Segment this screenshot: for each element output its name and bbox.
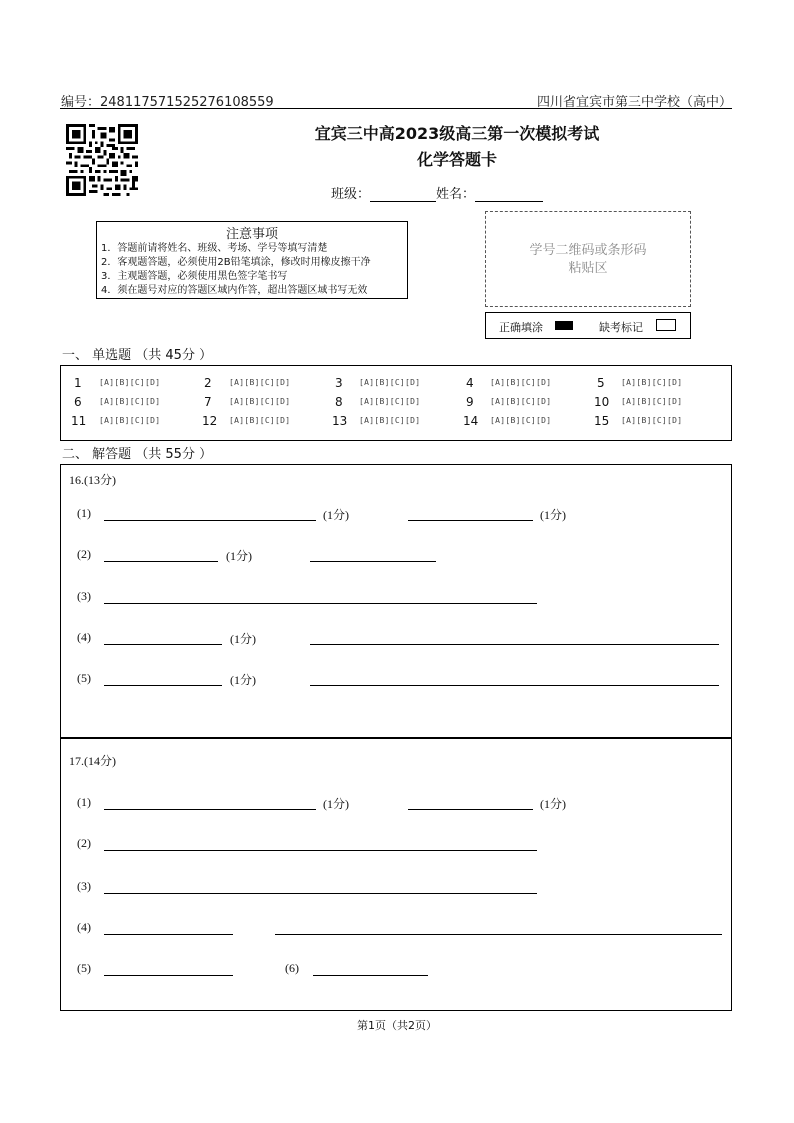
question-number: 8 xyxy=(335,395,343,409)
part-label: (5) xyxy=(77,671,91,685)
option-bubbles[interactable]: [A][B][C][D] xyxy=(490,397,552,406)
score-label: (1分) xyxy=(226,549,252,563)
answer-line[interactable] xyxy=(104,975,233,976)
paste-area-sublabel: 粘贴区 xyxy=(568,261,608,276)
correct-fill-label: 正确填涂 xyxy=(499,321,543,334)
answer-line[interactable] xyxy=(408,809,533,810)
notice-box xyxy=(96,221,408,299)
answer-line[interactable] xyxy=(104,893,537,894)
question-number: 13 xyxy=(332,414,348,428)
option-bubbles[interactable]: [A][B][C][D] xyxy=(621,378,683,387)
option-bubbles[interactable]: [A][B][C][D] xyxy=(229,378,291,387)
question-17-box xyxy=(60,737,732,1011)
part-label: (4) xyxy=(77,630,91,644)
option-bubbles[interactable]: [A][B][C][D] xyxy=(99,416,161,425)
question-number: 4 xyxy=(466,376,474,390)
answer-line[interactable] xyxy=(408,520,533,521)
answer-line[interactable] xyxy=(104,561,218,562)
option-bubbles[interactable]: [A][B][C][D] xyxy=(359,397,421,406)
answer-line[interactable] xyxy=(104,934,233,935)
notice-item: 1．答题前请将姓名、班级、考场、学号等填写清楚 xyxy=(101,243,328,254)
answer-line[interactable] xyxy=(104,685,222,686)
absent-mark-label: 缺考标记 xyxy=(599,321,643,334)
name-field[interactable] xyxy=(475,187,543,202)
answer-line[interactable] xyxy=(310,685,719,686)
notice-item: 3．主观题答题，必须使用黑色签字笔书写 xyxy=(101,271,288,282)
choice-answer-box xyxy=(60,365,732,441)
correct-fill-sample xyxy=(555,321,573,330)
option-bubbles[interactable]: [A][B][C][D] xyxy=(99,397,161,406)
serial-label: 编号： xyxy=(61,95,101,110)
part-label: (1) xyxy=(77,795,91,809)
part-label: (2) xyxy=(77,547,91,561)
question-number: 5 xyxy=(597,376,605,390)
score-label: (1分) xyxy=(230,632,256,646)
page-number: 第1页（共2页） xyxy=(357,1019,437,1032)
option-bubbles[interactable]: [A][B][C][D] xyxy=(229,397,291,406)
serial-number: 248117571525276108559 xyxy=(100,95,274,110)
answer-line[interactable] xyxy=(104,520,316,521)
answer-line[interactable] xyxy=(275,934,722,935)
section-2-title: 二、 解答题 （共 55分 ） xyxy=(62,447,213,462)
class-name-row xyxy=(331,183,543,202)
section-1-title: 一、 单选题 （共 45分 ） xyxy=(62,348,213,363)
exam-title: 宜宾三中高2023级高三第一次模拟考试 xyxy=(314,124,600,143)
part-label: (3) xyxy=(77,589,91,603)
name-label: 姓名： xyxy=(436,187,476,202)
score-label: (1分) xyxy=(323,797,349,811)
score-label: (1分) xyxy=(230,673,256,687)
question-number: 10 xyxy=(594,395,610,409)
answer-line[interactable] xyxy=(104,850,537,851)
answer-line[interactable] xyxy=(104,644,222,645)
part-label: (5) xyxy=(77,961,91,975)
question-number: 2 xyxy=(204,376,212,390)
barcode-paste-area xyxy=(485,211,691,307)
option-bubbles[interactable]: [A][B][C][D] xyxy=(229,416,291,425)
option-bubbles[interactable]: [A][B][C][D] xyxy=(99,378,161,387)
answer-line[interactable] xyxy=(104,809,316,810)
qr-code xyxy=(66,124,138,196)
answer-line[interactable] xyxy=(104,603,537,604)
question-number: 7 xyxy=(204,395,212,409)
question-number: 9 xyxy=(466,395,474,409)
notice-title: 注意事项 xyxy=(225,227,278,242)
absent-mark-box[interactable] xyxy=(656,319,676,331)
question-number: 15 xyxy=(594,414,610,428)
question-number: 1 xyxy=(74,376,82,390)
paste-area-label: 学号二维码或条形码 xyxy=(529,243,647,258)
header-divider xyxy=(60,108,732,109)
answer-card-title: 化学答题卡 xyxy=(416,150,497,169)
score-label: (1分) xyxy=(540,508,566,522)
option-bubbles[interactable]: [A][B][C][D] xyxy=(359,416,421,425)
score-label: (1分) xyxy=(540,797,566,811)
answer-line[interactable] xyxy=(310,561,436,562)
option-bubbles[interactable]: [A][B][C][D] xyxy=(359,378,421,387)
option-bubbles[interactable]: [A][B][C][D] xyxy=(621,397,683,406)
question-number: 11 xyxy=(71,414,87,428)
question-17-heading: 17.(14分) xyxy=(69,754,116,768)
question-number: 6 xyxy=(74,395,82,409)
option-bubbles[interactable]: [A][B][C][D] xyxy=(490,416,552,425)
fill-legend xyxy=(485,312,691,339)
answer-line[interactable] xyxy=(313,975,428,976)
part-label: (6) xyxy=(285,961,299,975)
question-16-box xyxy=(60,464,732,738)
answer-line[interactable] xyxy=(310,644,719,645)
school-name: 四川省宜宾市第三中学校（高中） xyxy=(536,95,732,110)
score-label: (1分) xyxy=(323,508,349,522)
question-number: 14 xyxy=(463,414,479,428)
part-label: (3) xyxy=(77,879,91,893)
question-number: 12 xyxy=(202,414,218,428)
part-label: (2) xyxy=(77,836,91,850)
option-bubbles[interactable]: [A][B][C][D] xyxy=(621,416,683,425)
class-field[interactable] xyxy=(370,187,436,202)
part-label: (4) xyxy=(77,920,91,934)
notice-item: 2．客观题答题，必须使用2B铅笔填涂，修改时用橡皮擦干净 xyxy=(101,257,371,268)
part-label: (1) xyxy=(77,506,91,520)
question-16-heading: 16.(13分) xyxy=(69,473,116,487)
option-bubbles[interactable]: [A][B][C][D] xyxy=(490,378,552,387)
question-number: 3 xyxy=(335,376,343,390)
class-label: 班级： xyxy=(331,187,371,202)
notice-item: 4．须在题号对应的答题区域内作答，超出答题区域书写无效 xyxy=(101,285,368,296)
